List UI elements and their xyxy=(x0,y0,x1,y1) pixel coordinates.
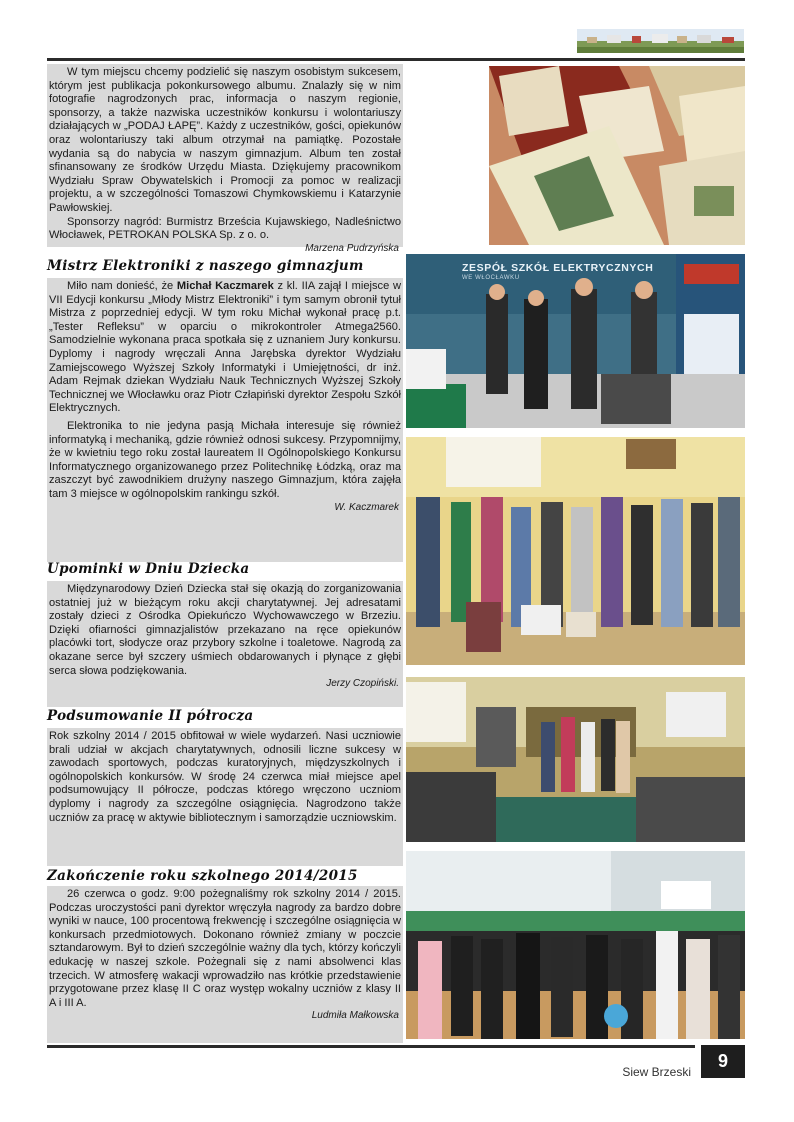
header-rule xyxy=(47,58,745,61)
year-end-paragraph: 26 czerwca o godz. 9:00 pożegnaliśmy rok szkolny 2014 / 2015. Podczas uroczystości pani dyrektor wręczyła nagrody za bardzo dobre wyniki w nauce, 100 procentową frekwencję i szczególne osiągnięcia w konkursach przedmiotowych. Dokonano również zmiany w poczcie sztandarowym. Był to dzień szczególnie ważny dla tych, którzy kończyli edukację w naszej szkole. Pożegnali się z nami absolwenci klas trzecich. W atmosferę wakacji wprowadziło nas krótkie przedstawienie przygotowane przez klasę II C oraz występ wokalny uczniów z klasy II A i III A. xyxy=(49,888,401,1009)
semester-summary-paragraph: Rok szkolny 2014 / 2015 obfitował w wiele wydarzeń. Nasi uczniowie brali udział w akcjach charytatywnych, odnosili liczne sukcesy w zawodach sportowych, podczas kuratoryjnych, międzyszkolnych i ogólnopolskich konkursów. W środę 24 czerwca miał miejsce apel podsumowujący II półrocze, podczas którego wręczono uczniom dyplomy i nagrody za szczególne osiągnięcia. Nagrodzono także uczniów za pracę w aktywie bibliotecznym i samorządzie uczniowskim. xyxy=(49,730,401,824)
childrens-day-group-photo xyxy=(406,437,745,665)
album-photo xyxy=(489,66,745,245)
semester-summary-heading: Podsumowanie II półrocza xyxy=(47,708,254,724)
childrens-day-signature: Jerzy Czopiński. xyxy=(326,678,399,690)
semester-summary-article xyxy=(47,728,403,866)
album-article xyxy=(47,64,403,254)
electronics-paragraph-2: Elektronika to nie jedyna pasją Michała interesuje się również informatyką i mechaniką, gdzie również odnosi sukcesy. Przypomnijmy, że w kwietniu tego roku został laureatem II Ogólnopolskiego Konkursu Informatycznego organizowanego przez Politechnikę Łódzką, oraz ma zaszczyt być zawodnikiem drużyny naszego Gimnazjum, która zajęła tam 3 miejsce w ogólnopolskim rankingu szkół. xyxy=(49,419,401,500)
sponsors-paragraph: Sponsorzy nagród: Burmistrz Brześcia Kujawskiego, Nadleśnictwo Włocławek, PETROKAN POLSKA Sp. z o. o. xyxy=(49,215,401,242)
school-year-end-photo xyxy=(406,851,745,1039)
electronics-text-a: Miło nam donieść, że xyxy=(67,280,177,292)
electronics-text-b: z kl. IIA zajął I miejsce w VII Edycji konkursu „Młody Mistrz Elektroniki” i tym samym obronił tytuł Mistrza z poprzedniej edycji. W tym roku Michał wykonał pracę p.t. „Tester Refleksu” w oparciu o mikrokontroler Atmega2560. Samodzielnie wykonana praca spotkała się z uznaniem Jury konkursu. Dyplomy i nagrody wręczali Anna Jarębska dyrektor Wydziału Zamiejscowego Wyższej Szkoły Informatyki i Umiejętności, dr inż. Adam Rejmak dziekan Wydziału Nauk Technicznych Wyższej Szkoły Technicznej we Włocławku oraz Piotr Człapiński dyrektor Zespołu Szkół Elektrycznych. xyxy=(49,280,402,415)
album-signature: Marzena Pudrzyńska xyxy=(305,242,399,254)
header-landscape-image xyxy=(577,29,744,53)
page-number: 9 xyxy=(701,1045,745,1078)
school-banner-subtext: WE WŁOCŁAWKU xyxy=(462,275,520,281)
childrens-day-article xyxy=(47,581,403,707)
award-ceremony-photo xyxy=(406,254,745,428)
electronics-signature: W. Kaczmarek xyxy=(334,501,399,513)
student-name: Michał Kaczmarek xyxy=(176,280,274,292)
school-banner-text: ZESPÓŁ SZKÓŁ ELEKTRYCZNYCH xyxy=(462,262,654,274)
electronics-article xyxy=(47,278,403,562)
electronics-paragraph-1 xyxy=(47,280,403,416)
childrens-day-heading: Upominki w Dniu Dziecka xyxy=(47,561,250,577)
footer-rule xyxy=(47,1045,695,1048)
year-end-heading: Zakończenie roku szkolnego 2014/2015 xyxy=(47,868,358,884)
publication-name: Siew Brzeski xyxy=(622,1065,691,1079)
year-end-signature: Ludmiła Małkowska xyxy=(311,1010,399,1022)
semester-assembly-photo xyxy=(406,677,745,842)
childrens-day-paragraph: Międzynarodowy Dzień Dziecka stał się okazją do zorganizowania ostatniej już w bieżącym roku akcji charytatywnej. Jej adresatami zostały dzieci z Ośrodka Opiekuńczo Wychowawczego w Brzeziu. Dzięki ofiarności gimnazjalistów przekazano na ręce opiekunów placówki tort, słodycze oraz przybory szkolne i toaletowe. Nagrodą za okazane serce był szczery uśmiech obdarowanych i płynące z głębi serca słowa podziękowania. xyxy=(49,583,401,677)
year-end-article xyxy=(47,886,403,1043)
electronics-heading: Mistrz Elektroniki z naszego gimnazjum xyxy=(47,258,364,274)
album-paragraph: W tym miejscu chcemy podzielić się naszym osobistym sukcesem, którym jest publikacja pokonkursowego albumu. Znalazły się w nim fotografie nagrodzonych prac, informacja o naszym regionie, sponsorzy, a także nazwiska uczestników konkursu i wolontariuszy działających w „PODAJ ŁAPĘ”. Każdy z uczestników, gości, opiekunów oraz wolontariuszy taki album otrzymał na pamiątkę. Pozostałe wydania są do nabycia w naszym gimnazjum. Album ten został sfinansowany ze środków Urzędu Miasta. Dziękujemy pracownikom Wydziału Spraw Obywatelskich i Promocji za pomoc w realizacji projektu, a w szczególności Tomaszowi Chymkowskiemu i Katarzynie Pawłowskiej. xyxy=(49,66,401,214)
